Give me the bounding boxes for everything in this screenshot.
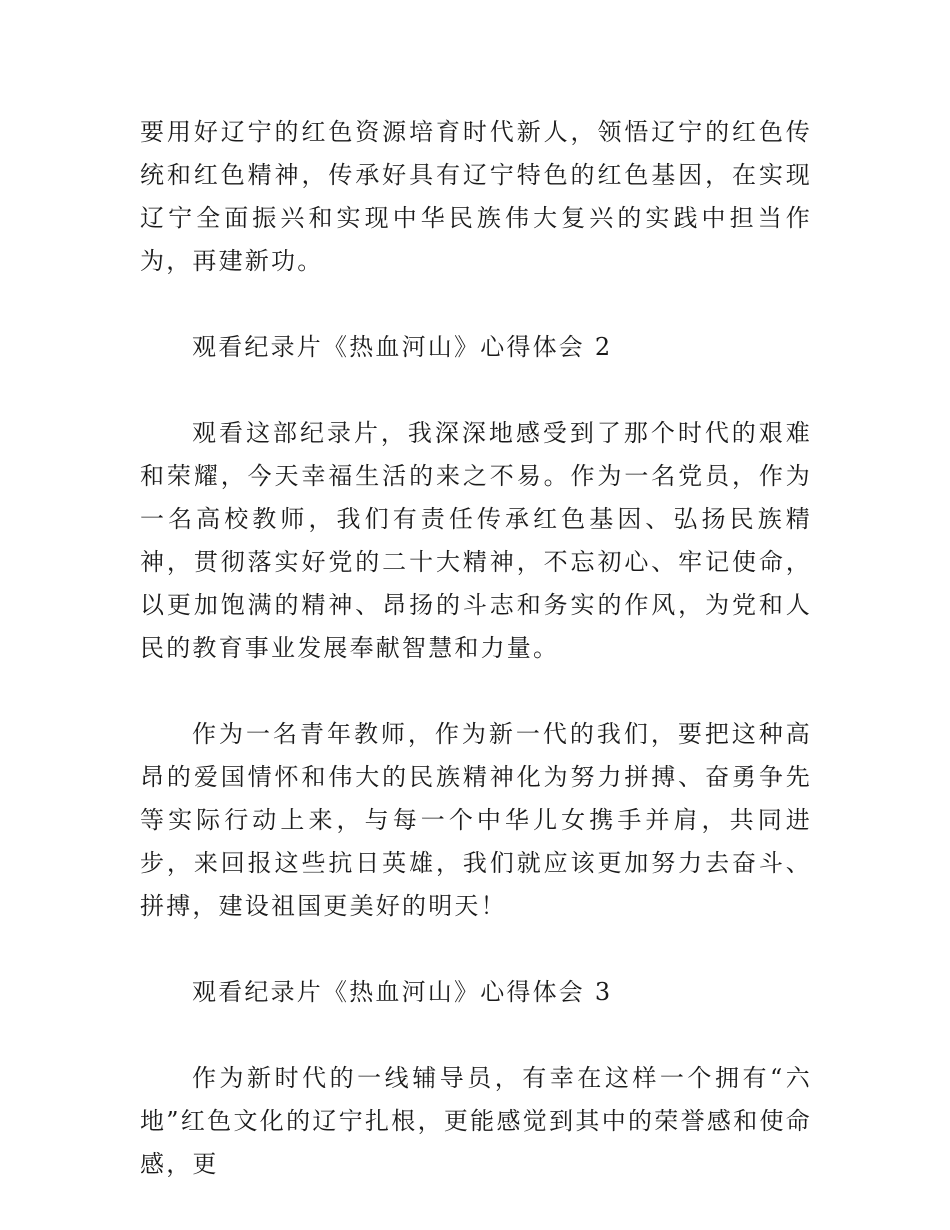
section-heading-3: 观看纪录片《热血河山》心得体会 3 xyxy=(192,978,613,1006)
document-body xyxy=(140,111,812,1186)
paragraph-body: 观看这部纪录片，我深深地感受到了那个时代的艰难和荣耀，今天幸福生活的来之不易。作为一名党员，作为一名高校教师，我们有责任传承红色基因、弘扬民族精神，贯彻落实好党的二十大精神，不忘初心、牢记使命，以更加饱满的精神、昂扬的斗志和务实的作风，为党和人民的教育事业发展奉献智慧和力量。 xyxy=(140,419,812,662)
paragraph-body: 作为一名青年教师，作为新一代的我们，要把这种高昂的爱国情怀和伟大的民族精神化为努力拼搏、奋勇争先等实际行动上来，与每一个中华儿女携手并肩，共同进步，来回报这些抗日英雄，我们就应该更加努力去奋斗、拼搏，建设祖国更美好的明天！ xyxy=(140,720,812,920)
section-heading-2: 观看纪录片《热血河山》心得体会 2 xyxy=(192,333,613,361)
paragraph-spacer xyxy=(140,928,812,971)
paragraph-spacer xyxy=(140,670,812,713)
paragraph-continued: 要用好辽宁的红色资源培育时代新人，领悟辽宁的红色传统和红色精神，传承好具有辽宁特色的红色基因，在实现辽宁全面振兴和实现中华民族伟大复兴的实践中担当作为，再建新功。 xyxy=(140,118,812,275)
paragraph-body: 作为新时代的一线辅导员，有幸在这样一个拥有“六地”红色文化的辽宁扎根，更能感觉到其中的荣誉感和使命感，更 xyxy=(140,1064,812,1178)
paragraph-spacer xyxy=(140,369,812,412)
paragraph-spacer xyxy=(140,1014,812,1057)
paragraph-spacer xyxy=(140,283,812,326)
